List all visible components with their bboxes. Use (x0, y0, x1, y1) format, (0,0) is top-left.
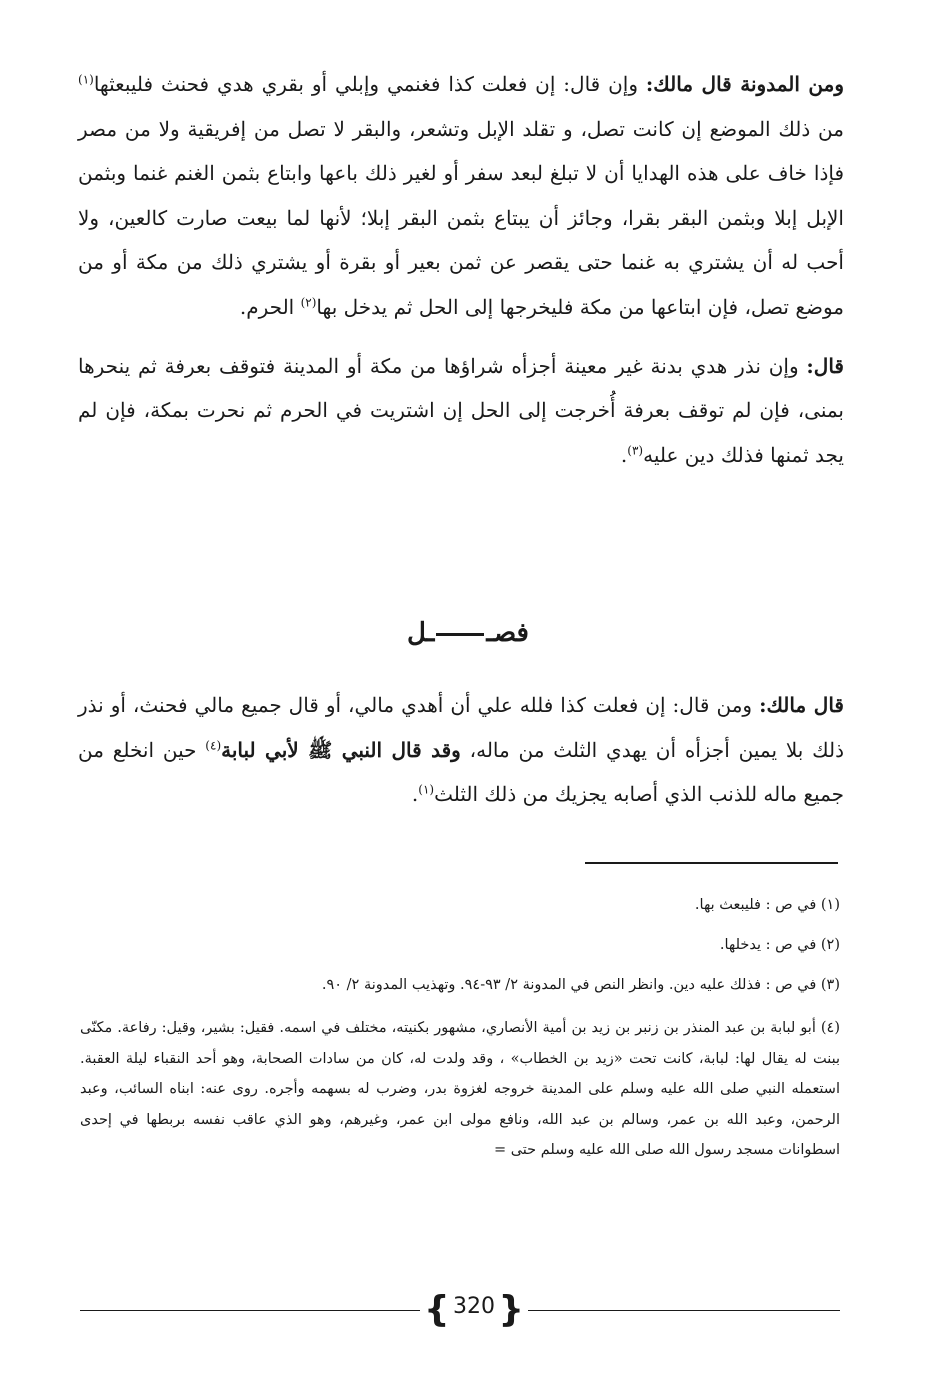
footnote-1: (١) في ص : فليبعث بها. (694, 897, 840, 913)
heading-tatweel (436, 633, 484, 636)
section-text (78, 683, 844, 817)
paragraph-1 (78, 62, 844, 330)
footnote-ref: (٣) (627, 443, 644, 458)
paragraph-text: حين انخلع من جميع ماله للذنب الذي أصابه يجزيك من ذلك الثلث (78, 737, 844, 807)
footnote-4: (٤) أبو لبابة بن عبد المنذر بن زنبر بن زيد بن أمية الأنصاري، مشهور بكنيته، مختلف في اسمه. فقيل: بشير، وقيل: رفاعة. مكنّى ببنت له يقال لها: لبابة، كانت تحت «زيد بن الخطاب» ، وقد ولدت له، كان من سادات الصحابة، وهو أحد النقباء ليلة العقبة. استعمله النبي صلى الله عليه وسلم على المدينة خروجه لغزوة بدر، وضرب له بسهمه وأجره. روى عنه: ابناه السائب، وعبد الرحمن، وعبد الله بن عمر، وسالم بن عبد الله، ونافع مولى ابن عمر، وغيرهم، وهو الذي عاقب نفسه بربطها في إحدى اسطوانات مسجد رسول الله صلى الله عليه وسلم حتى = (80, 1020, 840, 1158)
footnote-ref: (١) (418, 782, 435, 797)
paragraph-2 (78, 344, 844, 478)
paragraph-text: . (411, 782, 419, 807)
section-heading (0, 618, 936, 648)
paragraph-lead: قال مالك: (759, 693, 844, 717)
paragraph-text: . (620, 442, 628, 467)
paragraph-bold: وقد قال النبي ﷺ لأبي لبابة (221, 737, 461, 762)
footnote-ref: (٤) (205, 737, 222, 752)
bracket-right-icon: } (498, 1289, 524, 1330)
paragraph-text: من ذلك الموضع إن كانت تصل، و تقلد الإبل وتشعر، والبقر لا تصل من إفريقية ولا من مصر فإذا خاف على هذه الهدايا أن لا تبلغ لبعد سفر أو لغير ذلك باعها وابتاع بثمن الغنم غنما وبثمن الإبل إبلا وبثمن البقر بقرا، وجائز أن يبتاع بثمن البقر إبلا؛ لأنها لما بيعت صارت كالعين، ولا أحب له أن يشتري به غنما حتى يقصر عن ثمن بعير أو بقرة أو يشتري ذلك من مكة أو من موضع تصل، فإن ابتاعها من مكة فليخرجها إلى الحل ثم يدخل بها (78, 116, 844, 319)
heading-part: ـل (407, 618, 435, 648)
paragraph-text: ومن قال: إن فعلت كذا فلله علي أن أهدي مالي، أو قال جميع مالي فحنث، أو نذر ذلك بلا يمين أجزأه أن يهدي الثلث من ماله، (78, 693, 845, 762)
paragraph-text: وإن نذر هدي بدنة غير معينة أجزأه شراؤها من مكة أو المدينة فتوقف بعرفة ثم ينحرها بمنى، فإن لم توقف بعرفة أُخرجت إلى الحل إن اشتريت في الحرم ثم نحرت بمكة، فإن لم يجد ثمنها فذلك دين عليه (78, 353, 844, 467)
paragraph-lead: قال: (806, 353, 844, 378)
footer-rule-left (80, 1310, 420, 1311)
footnotes (80, 893, 840, 1182)
main-text (78, 62, 844, 477)
paragraph-3 (78, 683, 844, 817)
bracket-left-icon: { (424, 1289, 450, 1330)
paragraph-text: وإن قال: إن فعلت كذا فغنمي وإبلي أو بقري هدي فحنث فليبعثها (93, 72, 646, 96)
paragraph-lead: ومن المدونة قال مالك: (645, 72, 845, 96)
page-number: 320 (453, 1294, 495, 1319)
footnote-3: (٣) في ص : فذلك عليه دين. وانظر النص في المدونة ٢/ ٩٣-٩٤. وتهذيب المدونة ٢/ ٩٠. (321, 977, 840, 993)
footnote-ref: (١) (78, 72, 94, 87)
footnote-ref: (٢) (300, 295, 317, 310)
paragraph-text: الحرم. (239, 294, 301, 319)
footnote-2: (٢) في ص : يدخلها. (719, 937, 840, 953)
heading-part: فصـ (486, 618, 529, 648)
page-number-box (420, 1290, 528, 1330)
footnote-separator (585, 862, 838, 864)
footer-rule-right (528, 1310, 840, 1311)
